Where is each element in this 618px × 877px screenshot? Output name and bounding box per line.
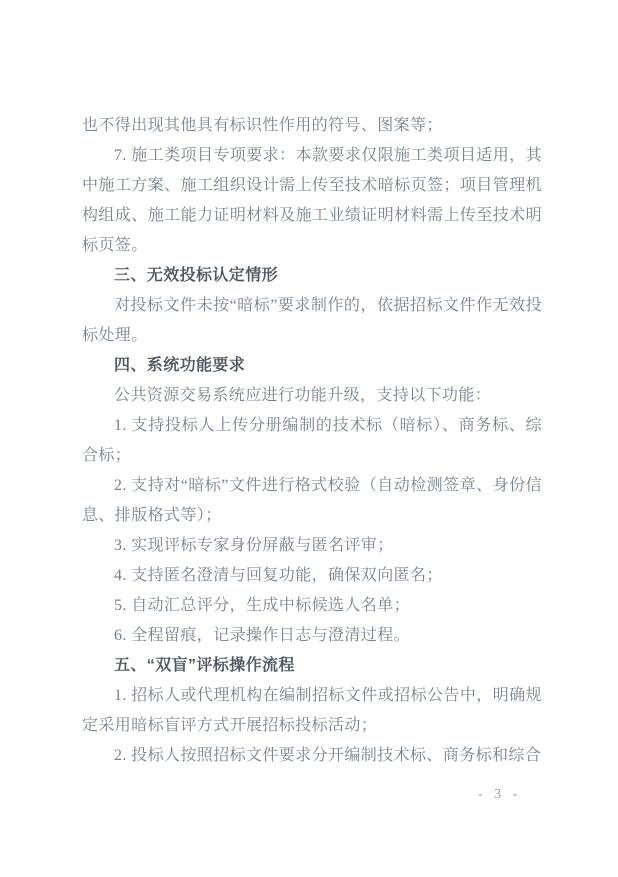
paragraph: 4. 支持匿名澄清与回复功能，确保双向匿名；: [114, 567, 443, 584]
page-number: - 3 -: [478, 787, 522, 802]
section-heading: 四、系统功能要求: [114, 357, 246, 374]
paragraph: 6. 全程留痕，记录操作日志与澄清过程。: [114, 627, 411, 644]
paragraph: 对投标文件未按“暗标”要求制作的，依据招标文件作无效投标处理。: [82, 297, 542, 344]
paragraph: 3. 实现评标专家身份屏蔽与匿名评审；: [114, 537, 394, 554]
paragraph: 5. 自动汇总评分，生成中标候选人名单；: [114, 597, 411, 614]
section-heading: 五、“双盲”评标操作流程: [114, 657, 295, 674]
document-body: [82, 111, 542, 771]
paragraph: 1. 招标人或代理机构在编制招标文件或招标公告中，明确规定采用暗标盲评方式开展招标投标活动；: [82, 687, 542, 734]
paragraph: 2. 投标人按照招标文件要求分开编制技术标、商务标和综合: [114, 747, 542, 764]
paragraph: 2. 支持对“暗标”文件进行格式校验（自动检测签章、身份信息、排版格式等）；: [82, 477, 542, 524]
paragraph: 也不得出现其他具有标识性作用的符号、图案等；: [82, 117, 443, 134]
section-heading: 三、无效投标认定情形: [114, 267, 279, 284]
paragraph: 1. 支持投标人上传分册编制的技术标（暗标）、商务标、综合标；: [82, 417, 542, 464]
page-footer: [0, 784, 618, 806]
paragraph: 公共资源交易系统应进行功能升级，支持以下功能：: [114, 387, 492, 404]
paragraph: 7. 施工类项目专项要求：本款要求仅限施工类项目适用，其中施工方案、施工组织设计需上传至技术暗标页签；项目管理机构组成、施工能力证明材料及施工业绩证明材料需上传至技术明标页签。: [82, 147, 542, 254]
